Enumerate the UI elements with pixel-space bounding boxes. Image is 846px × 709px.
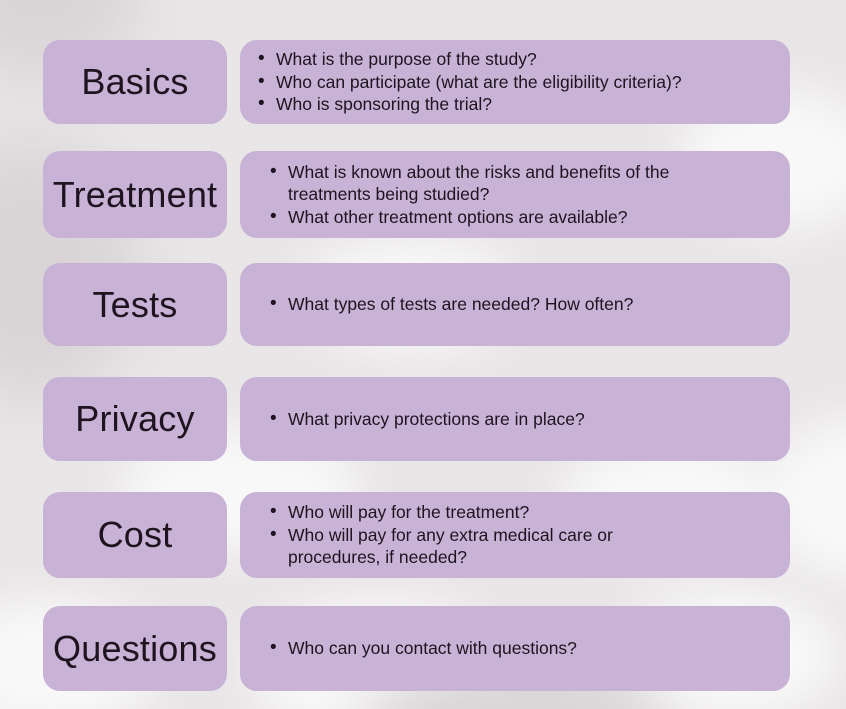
category-label: Treatment [52,173,218,215]
category-box-questions [43,606,227,691]
questions-box-treatment [240,151,790,238]
category-box-privacy [43,377,227,461]
category-box-cost [43,492,227,578]
question-list [240,402,790,436]
category-box-tests [43,263,227,346]
category-label: Cost [97,514,173,555]
row-treatment [43,151,790,238]
question-item: • Who can you contact with questions? [268,637,768,659]
category-box-treatment [43,151,227,238]
question-item: • What types of tests are needed? How often? [268,293,768,315]
question-list [240,631,790,665]
category-label: Basics [81,61,189,102]
question-list [240,287,790,321]
questions-box-cost [240,492,790,578]
category-label: Privacy [75,398,195,439]
row-questions [43,606,790,691]
category-box-basics [43,40,227,124]
question-list [240,155,790,234]
questions-box-privacy [240,377,790,461]
row-tests [43,263,790,346]
category-label: Tests [92,283,178,325]
questions-box-questions [240,606,790,691]
question-item: • What privacy protections are in place? [268,408,768,430]
question-item: • Who is sponsoring the trial? [256,93,768,115]
question-list [240,495,790,574]
questions-box-tests [240,263,790,346]
question-list [240,42,790,121]
question-item: • Who can participate (what are the eligibility criteria)? [256,71,768,93]
questions-box-basics [240,40,790,124]
row-privacy [43,377,790,461]
row-basics [43,40,790,124]
question-item: • Who will pay for any extra medical care or procedures, if needed? [268,524,696,569]
row-cost [43,492,790,578]
question-item: • What is known about the risks and benefits of the treatments being studied? [268,161,696,206]
question-item: • What is the purpose of the study? [256,48,768,70]
category-label: Questions [53,627,217,669]
question-item: • What other treatment options are available? [268,206,768,228]
question-item: • Who will pay for the treatment? [268,501,768,523]
